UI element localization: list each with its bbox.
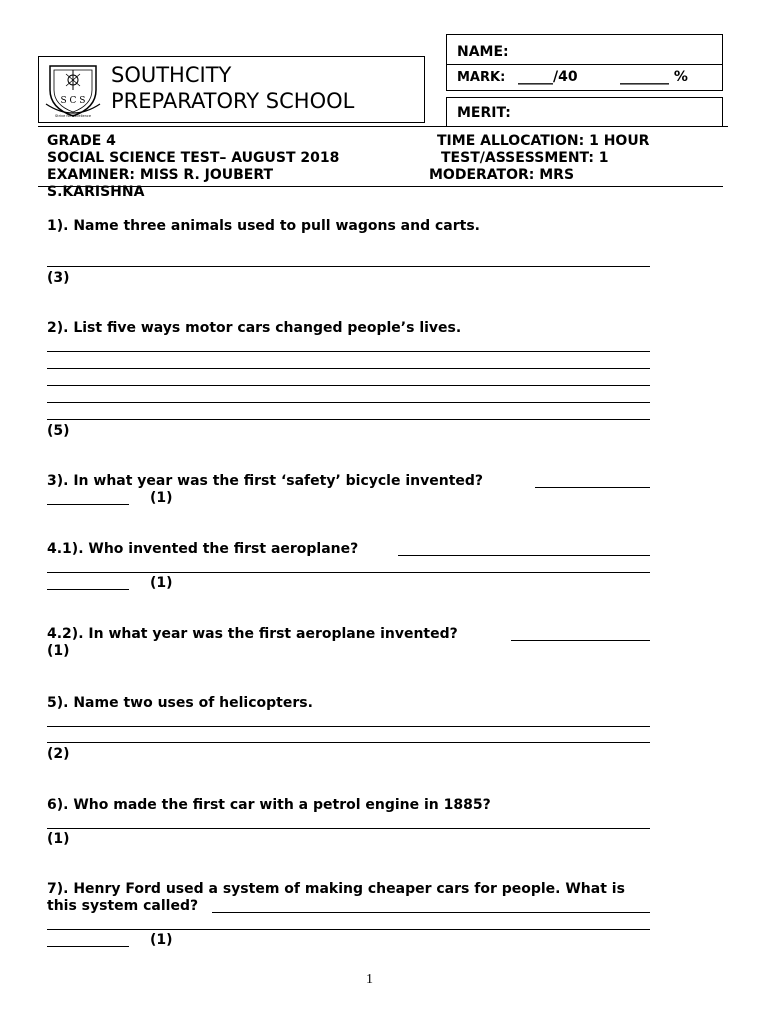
header-top-rule <box>38 126 728 127</box>
question-4-2-marks: (1) <box>47 643 70 659</box>
test-title: SOCIAL SCIENCE TEST– AUGUST 2018 <box>47 150 340 166</box>
question-5-text: 5). Name two uses of helicopters. <box>47 695 313 711</box>
name-mark-divider <box>446 64 723 65</box>
question-6-text: 6). Who made the first car with a petrol engine in 1885? <box>47 797 491 813</box>
question-2-text: 2). List five ways motor cars changed people’s lives. <box>47 320 462 336</box>
answer-line[interactable] <box>47 828 650 829</box>
answer-line[interactable] <box>212 912 650 913</box>
question-7-marks: (1) <box>150 932 173 948</box>
question-4-1-marks: (1) <box>150 575 173 591</box>
question-1-marks: (3) <box>47 270 70 286</box>
question-5-marks: (2) <box>47 746 70 762</box>
school-crest-icon <box>42 60 104 120</box>
answer-line[interactable] <box>47 368 650 369</box>
question-2-marks: (5) <box>47 423 70 439</box>
answer-line[interactable] <box>47 929 650 930</box>
school-name-line1: SOUTHCITY <box>111 63 232 87</box>
crest-letters: S C S <box>60 96 86 106</box>
assessment-number: TEST/ASSESSMENT: 1 <box>441 150 609 166</box>
answer-line[interactable] <box>47 726 650 727</box>
answer-line[interactable] <box>511 640 650 641</box>
question-3-text: 3). In what year was the first ‘safety’ bicycle invented? <box>47 473 484 489</box>
mark-blank[interactable]: _____/40 <box>518 69 578 85</box>
answer-line[interactable] <box>47 351 650 352</box>
answer-line[interactable] <box>47 946 129 947</box>
answer-line[interactable] <box>47 589 129 590</box>
question-1-text: 1). Name three animals used to pull wagons and carts. <box>47 218 480 234</box>
answer-line[interactable] <box>47 504 129 505</box>
answer-line[interactable] <box>47 742 650 743</box>
answer-line[interactable] <box>47 419 650 420</box>
page-number: 1 <box>366 972 373 987</box>
moderator-text: MODERATOR: MRS <box>429 167 575 183</box>
question-6-marks: (1) <box>47 831 70 847</box>
answer-line[interactable] <box>47 266 650 267</box>
crest-motto: Strive for Excellence <box>55 114 91 118</box>
examiner-text: EXAMINER: MISS R. JOUBERT <box>47 167 274 183</box>
question-3-marks: (1) <box>150 490 173 506</box>
question-7-text-line2: this system called? <box>47 898 199 914</box>
moderator-name-cont: S.KARISHNA <box>47 184 145 200</box>
mark-label: MARK: <box>457 70 506 85</box>
question-4-2-text: 4.2). In what year was the first aeroplane invented? <box>47 626 458 642</box>
question-4-1-text: 4.1). Who invented the first aeroplane? <box>47 541 359 557</box>
answer-line[interactable] <box>535 487 650 488</box>
school-name-line2: PREPARATORY SCHOOL <box>111 89 355 113</box>
grade-text: GRADE 4 <box>47 133 116 149</box>
question-7-text-line1: 7). Henry Ford used a system of making cheaper cars for people. What is <box>47 881 625 897</box>
merit-label: MERIT: <box>457 105 511 121</box>
answer-line[interactable] <box>47 572 650 573</box>
answer-line[interactable] <box>47 402 650 403</box>
name-label: NAME: <box>457 44 509 60</box>
time-allocation: TIME ALLOCATION: 1 HOUR <box>437 133 650 149</box>
answer-line[interactable] <box>47 385 650 386</box>
percent-blank[interactable]: _______ % <box>620 69 688 85</box>
answer-line[interactable] <box>398 555 650 556</box>
